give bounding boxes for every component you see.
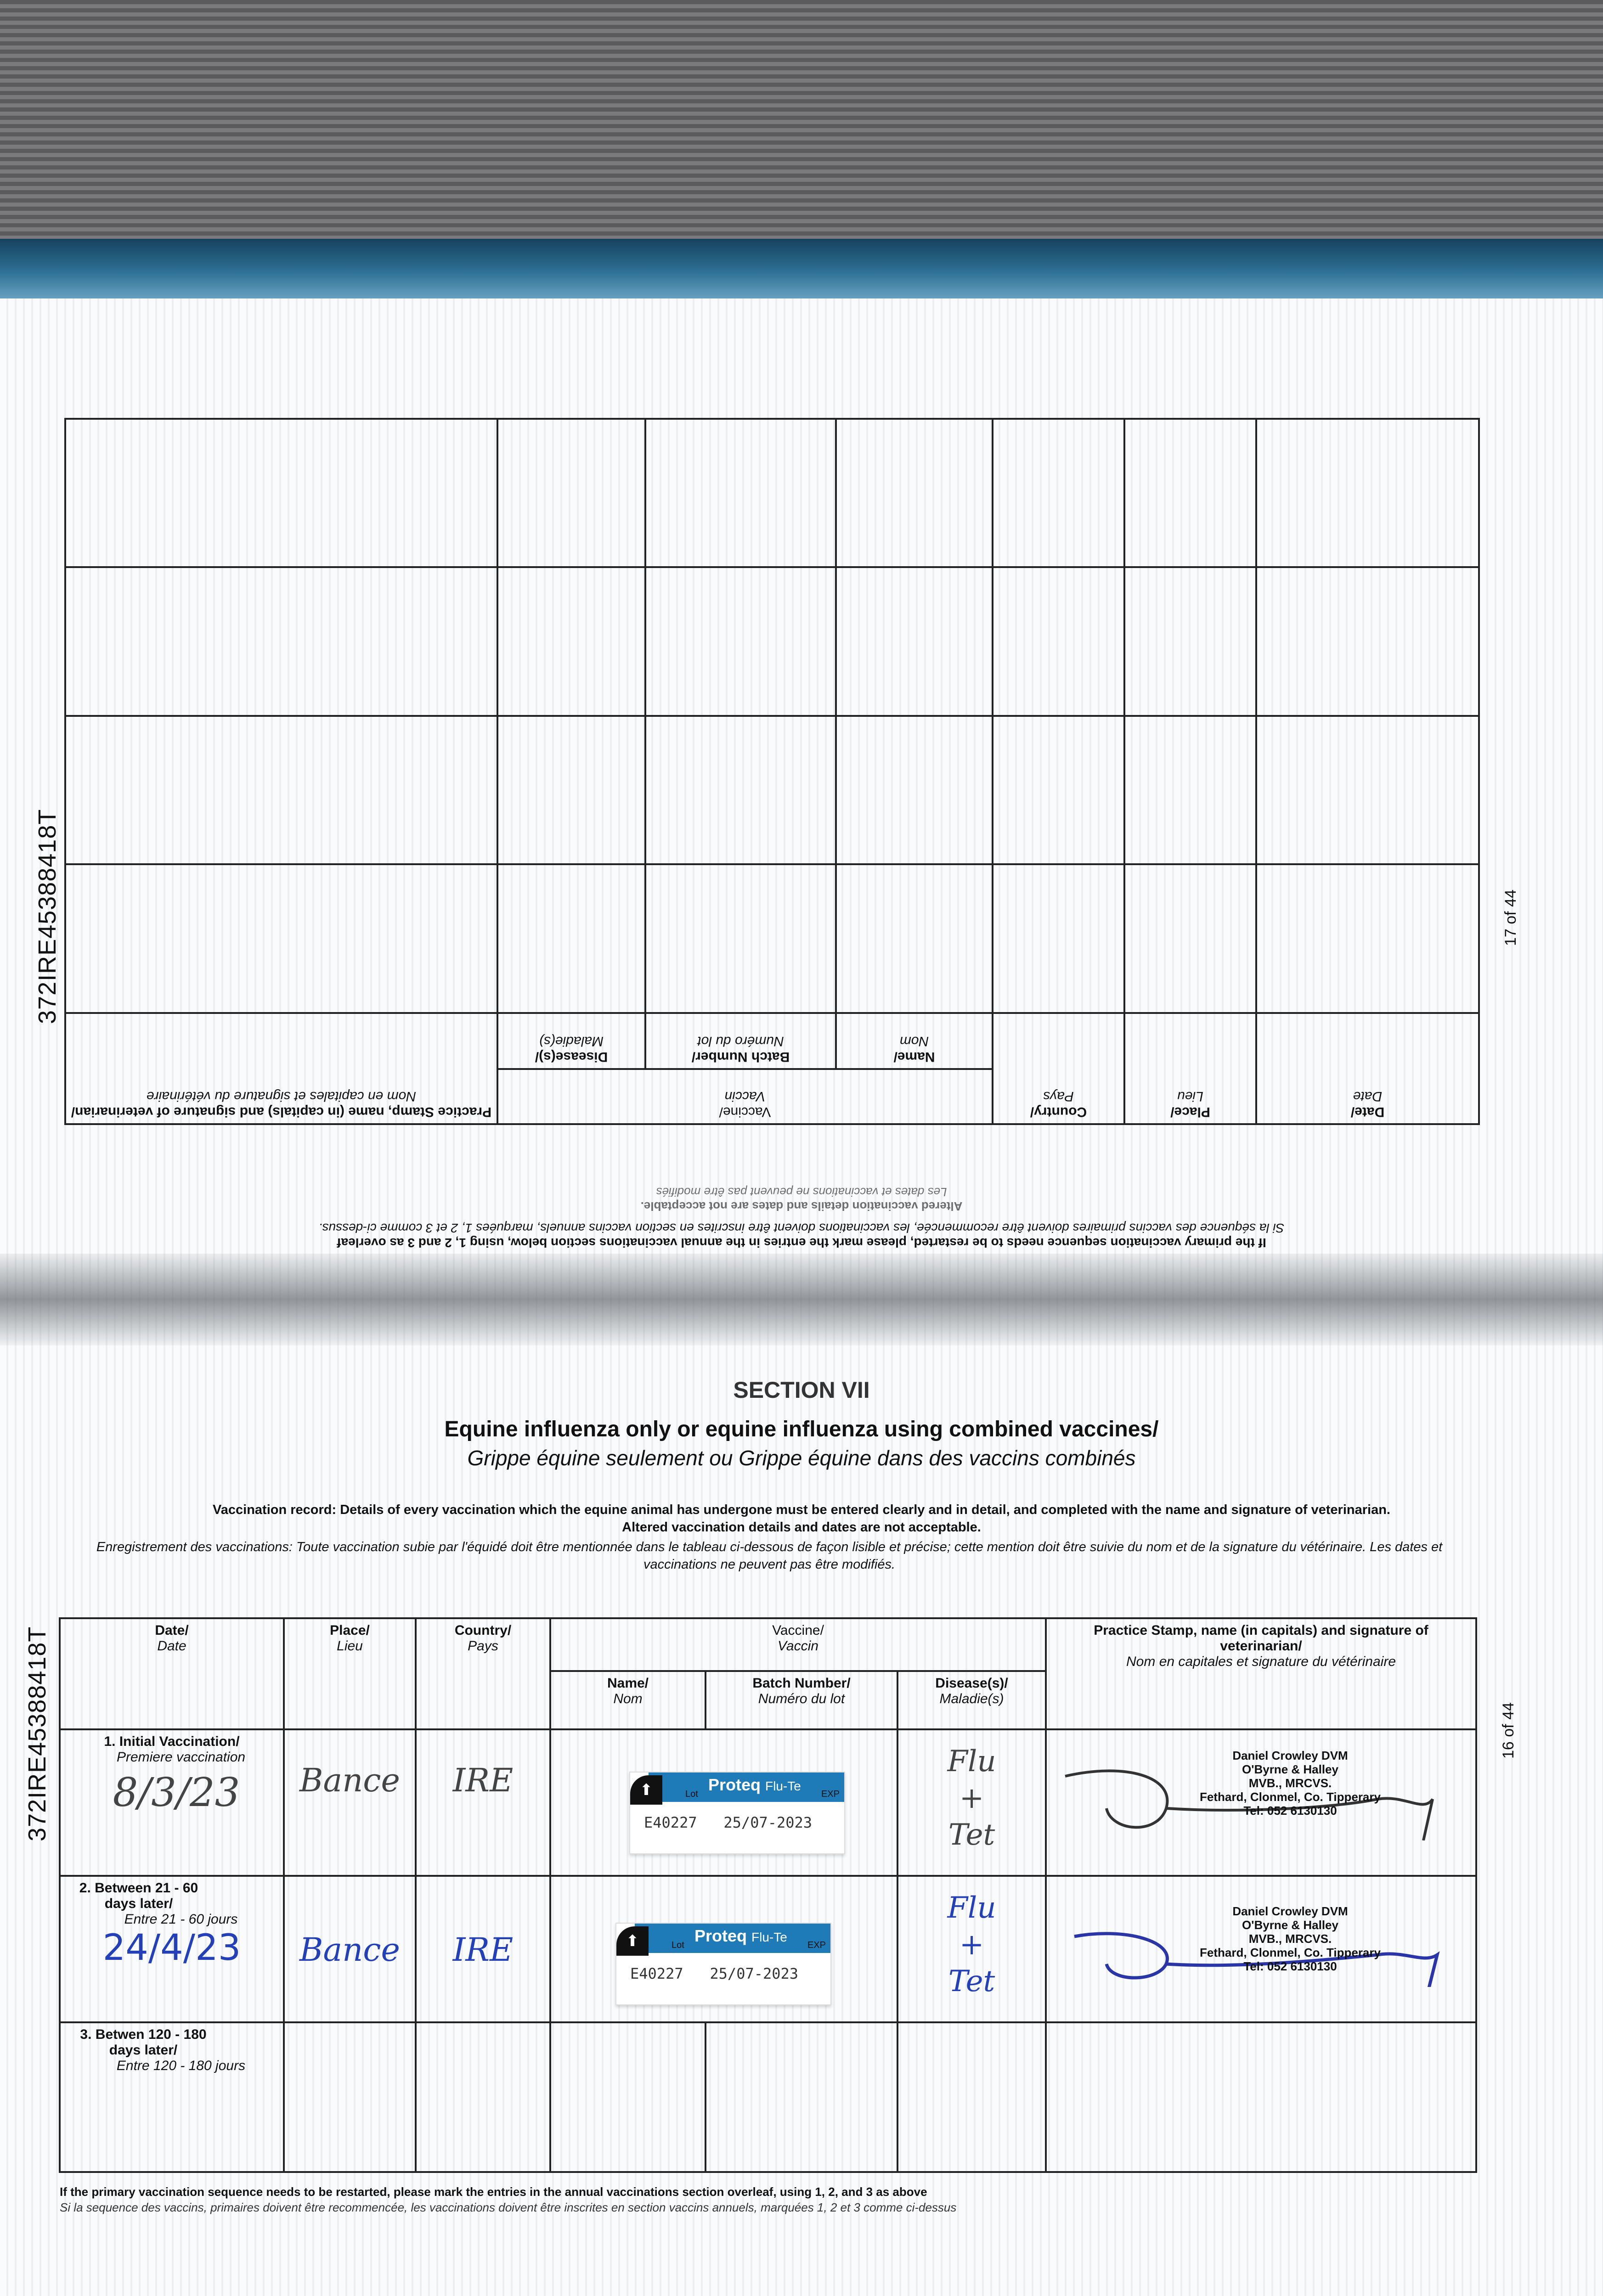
vaccination-table [59, 1617, 1477, 2173]
intro-text-fr: Enregistrement des vaccinations: Toute vaccination subie par l'équidé doit être mentionnée dans le tableau ci-dessous de façon lisible et précise; cette mention doit être suivie du nom et de la signature du vétérinaire. Les dates et vaccinations ne peuvent pas être modifiés. [96, 1540, 1443, 1572]
header-country: Country/ Pays [416, 1618, 550, 1729]
brand-logo-icon: ⬆ [616, 1926, 649, 1956]
country-value: IRE [452, 1761, 514, 1799]
document-id-lower: 372IRE45388418T [23, 1626, 51, 1841]
expiry-date: 25/07-2023 [710, 1965, 799, 1982]
practice-stamp-cell [1046, 1876, 1476, 2022]
date-value: 8/3/23 [113, 1770, 240, 1816]
upper-note-restart: If the primary vaccination sequence needs to be restarted, please mark the entries in the annual vaccinations section below, using 1, 2 and 3 as overleaf [337, 1236, 1266, 1250]
row-label-fr: Entre 120 - 180 jours [116, 2058, 246, 2073]
date-value: 24/4/23 [102, 1927, 241, 1969]
upper-vaccination-table [64, 418, 1480, 1125]
table-row [60, 2022, 1476, 2172]
disease-value: Flu + Tet [947, 1745, 996, 1852]
row-label-fr: Entre 21 - 60 jours [124, 1912, 238, 1927]
intro-text: Vaccination record: Details of every vaccination which the equine animal has undergone must be entered clearly and in detail, and completed with the name and signature of veterinarian. [213, 1503, 1390, 1517]
footer-note: If the primary vaccination sequence needs to be restarted, please mark the entries in the annual vaccinations section overleaf, using 1, 2, and 3 as above [60, 2185, 927, 2199]
upper-note-altered: Altered vaccination details and dates are not acceptable. [640, 1199, 963, 1213]
upper-header-batch: Batch Number/ Numéro du lot [645, 1013, 836, 1069]
header-place: Place/ Lieu [284, 1618, 416, 1729]
page-fold-shadow [0, 1254, 1603, 1345]
row-label-cell [60, 1729, 284, 1876]
upper-empty-row [65, 716, 1479, 865]
section-heading: SECTION VII [733, 1377, 870, 1403]
page-number-upper: 17 of 44 [1502, 889, 1519, 946]
header-name: Name/ Nom [550, 1671, 706, 1729]
upper-notes-flipped [0, 1162, 1603, 1254]
upper-header-vaccine: Vaccine/ Vaccin [497, 1069, 993, 1124]
country-value: IRE [452, 1931, 514, 1969]
expiry-date: 25/07-2023 [723, 1814, 813, 1831]
upper-header-date: Date/ Date [1256, 1013, 1479, 1124]
row-label-cell [60, 2022, 284, 2172]
vaccine-sticker: Proteq Flu-Te Lot EXP ⬆ E40227 25/07-2023 [629, 1772, 845, 1854]
place-value: Bance [299, 1761, 400, 1799]
page-title: Equine influenza only or equine influenza using combined vaccines/ [444, 1417, 1159, 1441]
scanner-background [0, 0, 1603, 243]
upper-empty-row [65, 419, 1479, 568]
header-vaccine: Vaccine/ Vaccin [550, 1618, 1046, 1671]
vaccine-cell [550, 1876, 897, 2022]
row-label: 3. Betwen 120 - 180 days later/ [80, 2027, 207, 2058]
upper-empty-row [65, 865, 1479, 1013]
document-id-upper: 372IRE45388418T [34, 809, 61, 1024]
table-row [60, 1729, 1476, 1876]
brand-logo-icon: ⬆ [630, 1775, 662, 1805]
header-disease: Disease(s)/ Maladie(s) [897, 1671, 1046, 1729]
vet-stamp: Daniel Crowley DVM O'Byrne & Halley MVB., MRCVS. Fethard, Clonmel, Co. Tipperary Tel: 052 6130130 [1200, 1749, 1381, 1818]
vaccine-cell [550, 1729, 897, 1876]
upper-header-name: Name/ Nom [836, 1013, 993, 1069]
place-value: Bance [299, 1931, 400, 1969]
header-practice: Practice Stamp, name (in capitals) and signature of veterinarian/ Nom en capitales et signature du vétérinaire [1046, 1618, 1476, 1729]
table-row [60, 1876, 1476, 2022]
batch-number: E40227 [630, 1965, 683, 1982]
upper-empty-row [65, 568, 1479, 716]
row-label-fr: Premiere vaccination [116, 1750, 246, 1765]
book-cover-edge [0, 239, 1603, 303]
upper-note-altered-fr: Les dates et vaccinations ne peuvent pas être modifiés [656, 1185, 947, 1199]
upper-header-country: Country/ Pays [993, 1013, 1124, 1124]
row-label-cell [60, 1876, 284, 2022]
page-number-lower: 16 of 44 [1500, 1702, 1517, 1759]
upper-header-place: Place/ Lieu [1124, 1013, 1256, 1124]
batch-number: E40227 [644, 1814, 697, 1831]
footer-note-fr: Si la sequence des vaccins, primaires doivent être recommencée, les vaccinations doivent être inscrites en section vaccins annuels, marquées 1, 2 et 3 comme ci-dessus [60, 2200, 957, 2214]
upper-header-practice: Practice Stamp, name (in capitals) and signature of veterinarian/ Nom en capitales et signature du vétérinaire [65, 1013, 497, 1124]
vaccine-sticker: Proteq Flu-Te Lot EXP ⬆ E40227 25/07-2023 [615, 1923, 831, 2005]
disease-value: Flu + Tet [947, 1891, 996, 1998]
row-label: 1. Initial Vaccination/ [104, 1734, 240, 1749]
row-label: 2. Between 21 - 60 days later/ [79, 1880, 198, 1911]
header-batch: Batch Number/ Numéro du lot [706, 1671, 897, 1729]
upper-header-disease: Disease(s)/ Maladie(s) [497, 1013, 645, 1069]
upper-note-restart-fr: Si la séquence des vaccins primaires doivent être recommencée, les vaccinations doivent être inscrites en section vaccins annuels, marquées 1, 2 et 3 comme ci-dessus. [318, 1221, 1285, 1235]
vet-stamp: Daniel Crowley DVM O'Byrne & Halley MVB., MRCVS. Fethard, Clonmel, Co. Tipperary Tel: 052 6130130 [1200, 1904, 1381, 1973]
header-date: Date/ Date [60, 1618, 284, 1729]
intro-text-2: Altered vaccination details and dates are not acceptable. [622, 1520, 981, 1535]
page-title-fr: Grippe équine seulement ou Grippe équine dans des vaccins combinés [467, 1446, 1136, 1470]
upper-page-table-flipped [66, 418, 1480, 1125]
practice-stamp-cell [1046, 1729, 1476, 1876]
